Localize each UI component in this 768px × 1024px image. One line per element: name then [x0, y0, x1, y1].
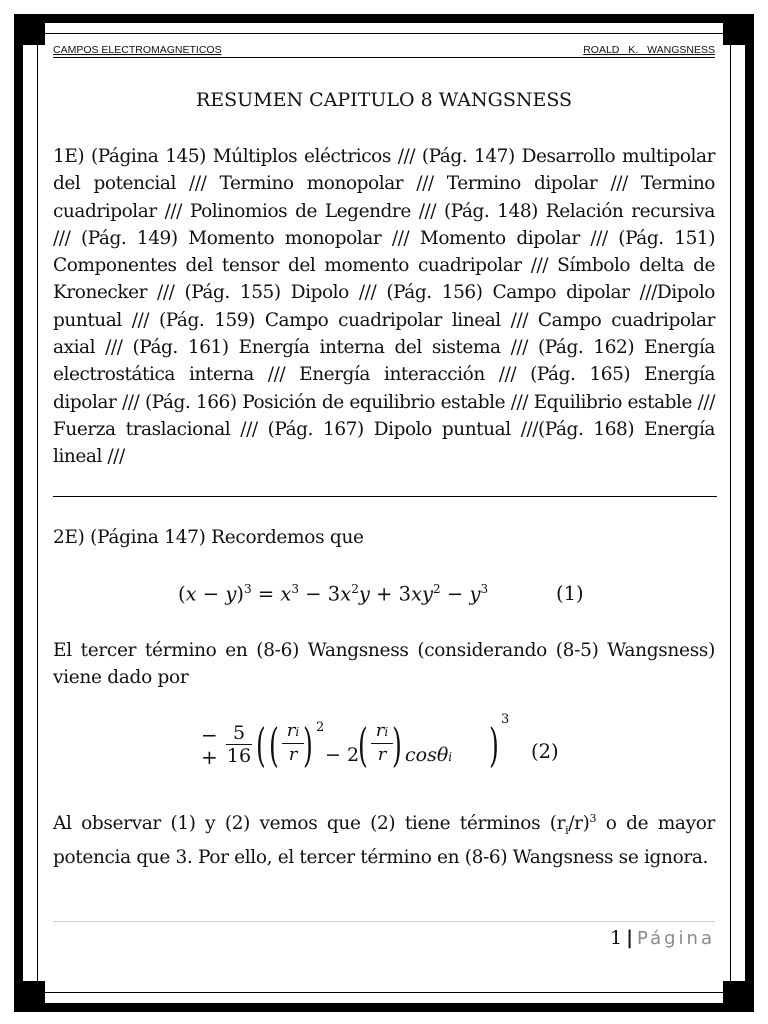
- fraction-ri-r-2: ri r: [371, 720, 393, 766]
- paragraph-4: Al observar (1) y (2) vemos que (2) tiene términos $(r_i/r)^3$ o de mayor potencia que 3. Por ello, el tercer término en (8-6) Wangsness se ignora.: [53, 812, 715, 869]
- equation-2-number: (2): [531, 740, 559, 763]
- page-word: Página: [637, 928, 715, 949]
- equation-1: $(x - y)^3 = x^3 - 3x^2y + 3xy^2 - y^3$: [178, 582, 489, 606]
- border-outer-left: [14, 14, 23, 1012]
- paragraph-2: 2E) (Página 147) Recordemos que: [53, 527, 364, 548]
- plus-minus-sign: − +: [201, 723, 218, 769]
- paragraph-1: 1E) (Página 145) Múltiplos eléctricos /// (Pág. 147) Desarrollo multipolar del potencial /// Termino monopolar /// Termino dipolar /// Termino cuadripolar /// Polinomios de Legendre /// (Pág. 148) Relación recursiva /// (Pág. 149) Momento monopolar /// Momento dipolar /// (Pág. 151) Componentes del tensor del momento cuadripolar /// Símbolo delta de Kronecker /// (Pág. 155) Dipolo /// (Pág. 156) Campo dipolar ///Dipolo puntual /// (Pág. 159) Campo cuadripolar lineal /// Campo cuadripolar axial /// (Pág. 161) Energía interna del sistema /// (Pág. 162) Energía electrostática interna /// Energía interacción /// (Pág. 165) Energía dipolar /// (Pág. 166) Posición de equilibrio estable /// Equilibrio estable /// Fuerza traslacional /// (Pág. 167) Dipolo puntual ///(Pág. 168) Energía lineal ///: [53, 146, 715, 468]
- footer-page-label: [610, 927, 715, 949]
- header-left: CAMPOS ELECTROMAGNETICOS: [53, 44, 222, 56]
- fraction-5-16: 5 16: [226, 722, 252, 767]
- border-outer-right: [745, 14, 754, 1012]
- page-title: RESUMEN CAPITULO 8 WANGSNESS: [195, 89, 573, 111]
- equation-2: − + 5 16 ( ( ri r ) 2 − 2 ( ri r ) cosθi ) 3: [201, 712, 510, 772]
- section-separator: [53, 496, 717, 497]
- paragraph-3: El tercer término en (8-6) Wangsness (considerando (8-5) Wangsness) viene dado por: [53, 640, 715, 689]
- header-rule: [53, 57, 715, 58]
- page-number: 1: [610, 927, 623, 949]
- equation-1-number: (1): [556, 582, 584, 605]
- footer-rule: [53, 921, 715, 922]
- header-right: ROALD K. WANGSNESS: [583, 44, 715, 56]
- footer-separator: |: [626, 927, 634, 949]
- page: [53, 0, 715, 1024]
- fraction-ri-r-1: ri r: [282, 720, 304, 766]
